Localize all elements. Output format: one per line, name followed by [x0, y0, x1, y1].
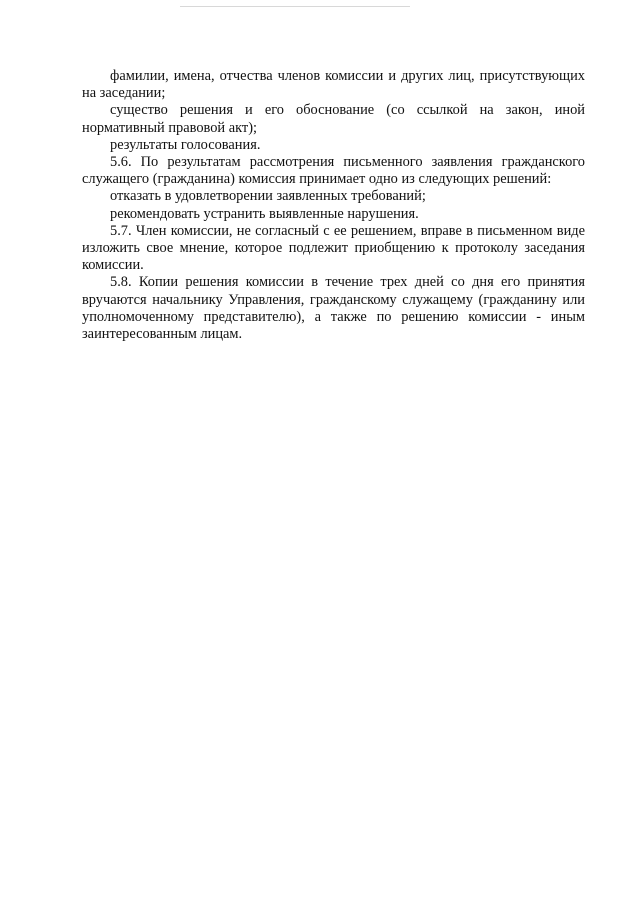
paragraph-decision-essence: существо решения и его обоснование (со ссылкой на закон, иной нормативный правовой акт); — [82, 102, 585, 136]
document-body — [82, 68, 585, 343]
paragraph-section-5-8: 5.8. Копии решения комиссии в течение трех дней со дня его принятия вручаются начальнику Управления, гражданскому служащему (гражданину или уполномоченному представителю), а также по решению комиссии - иным заинтересованным лицам. — [82, 274, 585, 343]
scan-artifact-line — [180, 6, 410, 7]
paragraph-refuse-requirements: отказать в удовлетворении заявленных требований; — [110, 188, 426, 205]
paragraph-section-5-7: 5.7. Член комиссии, не согласный с ее решением, вправе в письменном виде изложить свое мнение, которое подлежит приобщению к протоколу заседания комиссии. — [82, 222, 585, 274]
paragraph-attendees-names: фамилии, имена, отчества членов комиссии и других лиц, присутствующих на заседании; — [82, 68, 585, 102]
paragraph-recommend-fix: рекомендовать устранить выявленные нарушения. — [110, 205, 419, 222]
paragraph-voting-results: результаты голосования. — [110, 136, 261, 153]
paragraph-section-5-6: 5.6. По результатам рассмотрения письменного заявления гражданского служащего (гражданина) комиссия принимает одно из следующих решений: — [82, 154, 585, 188]
